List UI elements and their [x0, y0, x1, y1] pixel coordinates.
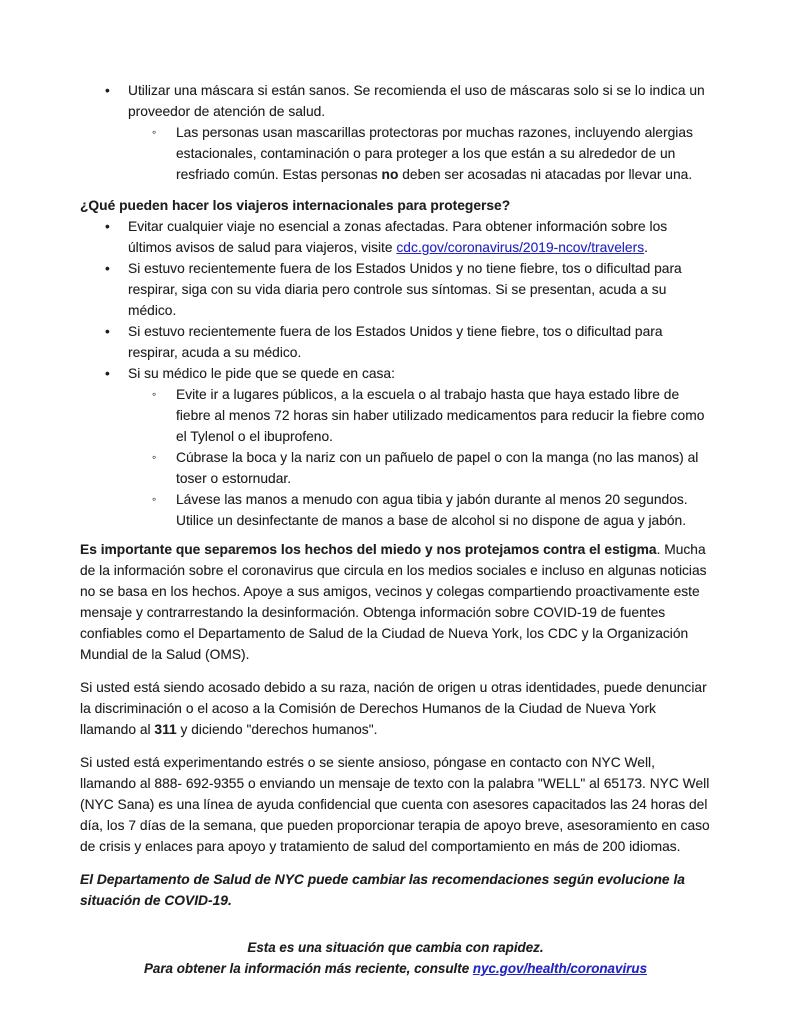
bullet-item-text: [128, 216, 713, 258]
bullet-item-text: Si su médico le pide que se quede en casa:: [128, 366, 395, 381]
bullet-item-mask-reasons: [80, 122, 713, 185]
bold-text-311: 311: [154, 722, 177, 737]
bullet-icon: •: [105, 261, 110, 276]
bullet-item-cover-mouth: [80, 447, 713, 489]
bullet-icon: •: [105, 324, 110, 339]
text-segment: deben ser acosadas ni atacadas por llevar una.: [398, 167, 693, 182]
bold-text-no: no: [381, 167, 399, 182]
section-heading-travelers: ¿Qué pueden hacer los viajeros internacionales para protegerse?: [80, 198, 511, 213]
text-segment: Para obtener la información más reciente, consulte: [143, 961, 473, 976]
circle-bullet-icon: ◦: [152, 125, 157, 139]
text-segment: y diciendo "derechos humanos".: [176, 722, 378, 737]
bullet-item-avoid-public: [80, 384, 713, 447]
bullet-item-wash-hands: [80, 489, 713, 531]
nyc-coronavirus-link[interactable]: nyc.gov/health/coronavirus: [472, 961, 648, 976]
mask-bullet-list: [80, 80, 713, 185]
text-segment: Las personas usan mascarillas protectoras por muchas razones, incluyendo alergias estacionales, contaminación o para proteger a los que están a su alrededor de un resfriado común. Estas personas: [176, 125, 693, 182]
bold-lead-stigma: Es importante que separemos los hechos del miedo y nos protejamos contra el estigma: [80, 542, 657, 557]
bullet-item-text: Lávese las manos a menudo con agua tibia y jabón durante al menos 20 segundos. Utilice un desinfectante de manos a base de alcohol si no dispone de agua y jabón.: [176, 492, 688, 528]
bullet-icon: •: [105, 219, 110, 234]
text-segment: . Mucha de la información sobre el coronavirus que circula en los medios sociales e incluso en algunas noticias no se basa en los hechos. Apoye a sus amigos, vecinos y colegas compartiendo proactivamente este mensaje y contrarrestando la desinformación. Obtenga información sobre COVID-19 de fuentes confiables como el Departamento de Salud de la Ciudad de Nueva York, los CDC y la Organización Mundial de la Salud (OMS).: [80, 542, 707, 662]
text-segment: .: [644, 240, 648, 255]
bullet-item-text: Si estuvo recientemente fuera de los Estados Unidos y tiene fiebre, tos o dificultad para respirar, acuda a su médico.: [128, 324, 663, 360]
paragraph-disclaimer: El Departamento de Salud de NYC puede cambiar las recomendaciones según evolucione la situación de COVID-19.: [80, 872, 685, 908]
bullet-item-text: Evite ir a lugares públicos, a la escuela o al trabajo hasta que haya estado libre de fiebre al menos 72 horas sin haber utilizado medicamentos para reducir la fiebre como el Tylenol o el ibuprofeno.: [176, 387, 705, 444]
footer: [0, 937, 791, 979]
text-segment: Si usted está siendo acosado debido a su raza, nación de origen u otras identidades, puede denunciar la discriminación o el acoso a la Comisión de Derechos Humanos de la Ciudad de Nueva York llamando al: [80, 680, 707, 737]
paragraph-stigma: [80, 539, 713, 665]
circle-bullet-icon: ◦: [152, 387, 157, 401]
circle-bullet-icon: ◦: [152, 492, 157, 506]
bullet-icon: •: [105, 366, 110, 381]
travelers-bullet-list: [80, 216, 713, 531]
footer-line2: [0, 958, 791, 979]
text-segment: Evitar cualquier viaje no esencial a zonas afectadas. Para obtener información sobre los últimos avisos de salud para viajeros, visite: [128, 219, 668, 255]
footer-line1: Esta es una situación que cambia con rapidez.: [247, 940, 544, 955]
bullet-item-stay-home: [80, 363, 713, 384]
bullet-item-avoid-travel: [80, 216, 713, 258]
paragraph-harassment: [80, 677, 713, 740]
cdc-travelers-link[interactable]: cdc.gov/coronavirus/2019-ncov/travelers: [396, 240, 645, 255]
bullet-item-no-fever: [80, 258, 713, 321]
bullet-item-text: Si estuvo recientemente fuera de los Estados Unidos y no tiene fiebre, tos o dificultad para respirar, siga con su vida diaria pero controle sus síntomas. Si se presentan, acuda a su médico.: [128, 261, 682, 318]
bullet-icon: •: [105, 83, 110, 98]
circle-bullet-icon: ◦: [152, 450, 157, 464]
bullet-item-text: [176, 122, 713, 185]
paragraph-nyc-well: Si usted está experimentando estrés o se siente ansioso, póngase en contacto con NYC Well, llamando al 888- 692-9355 o enviando un mensaje de texto con la palabra "WELL" al 65173. NYC Well (NYC Sana) es una línea de ayuda confidencial que cuenta con asesores capacitados las 24 horas del día, los 7 días de la semana, que pueden proporcionar terapia de apoyo breve, asesoramiento en caso de crisis y enlaces para apoyo y tratamiento de salud del comportamiento en más de 200 idiomas.: [80, 755, 710, 854]
bullet-item-text: Cúbrase la boca y la nariz con un pañuelo de papel o con la manga (no las manos) al toser o estornudar.: [176, 450, 699, 486]
bullet-item-text: Utilizar una máscara si están sanos. Se recomienda el uso de máscaras solo si se lo indica un proveedor de atención de salud.: [128, 83, 705, 119]
bullet-item-mask-use: [80, 80, 713, 122]
bullet-item-with-fever: [80, 321, 713, 363]
